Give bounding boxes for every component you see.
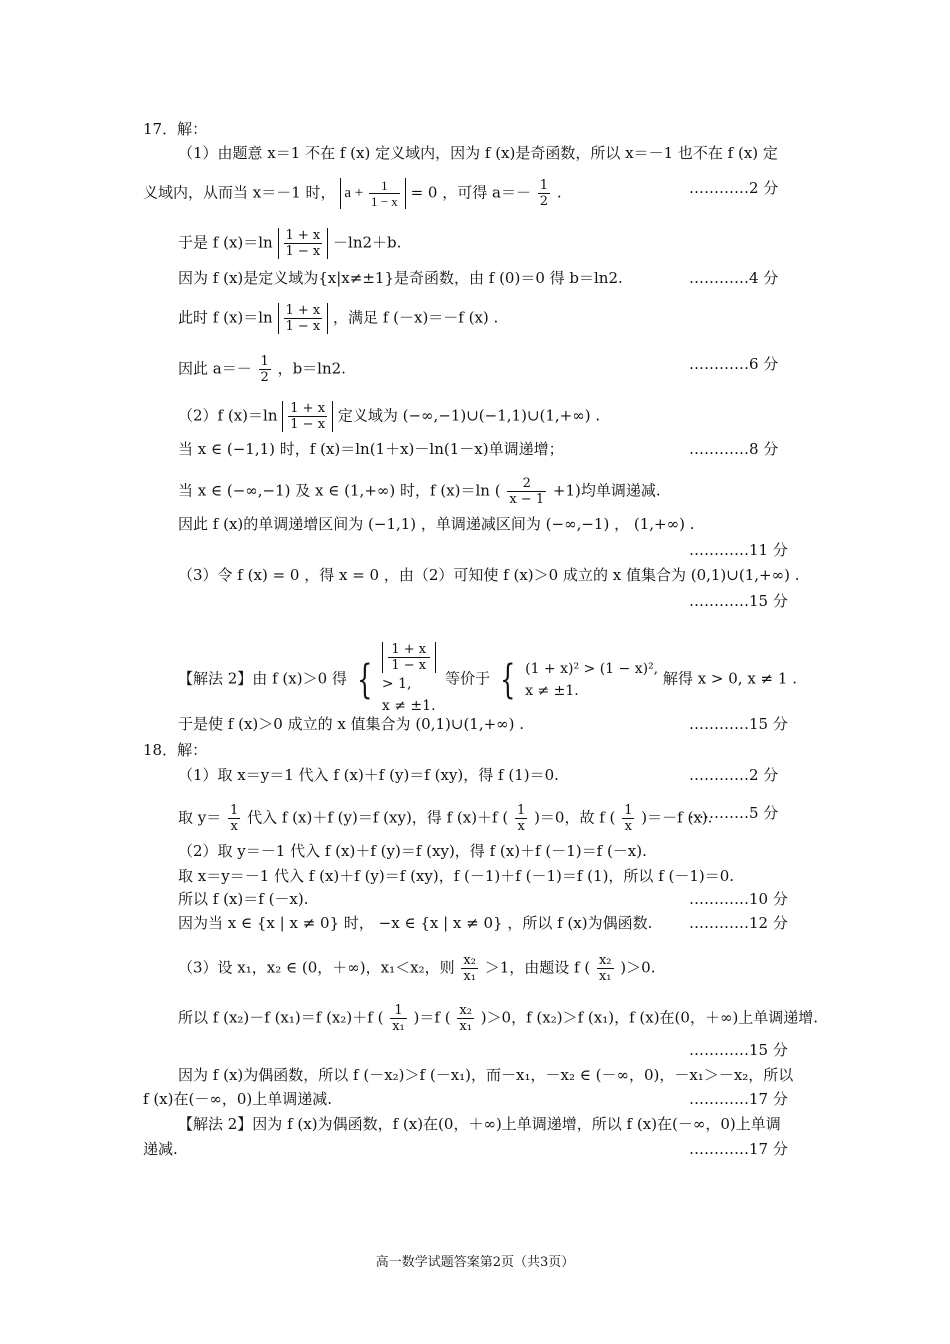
score-17a: …………17 分 (689, 1090, 788, 1108)
page-footer: 高一数学试题答案第2页（共3页） (375, 1255, 575, 1270)
p17-line-1: （1）由题意 x＝1 不在 f (x) 定义域内，因为 f (x)是奇函数，所以 x＝－1 也不在 f (x) 定 (178, 144, 778, 162)
p17-line-7: （2）f (x)＝ln $\frac{1 + x}{1 - x}$ 定义域为 (−∞,−1)∪(−1,1)∪(1,+∞) . (178, 401, 601, 432)
score-2b: …………2 分 (689, 766, 779, 784)
p17-line-2: 义域内，从而当 x＝－1 时， a + $\frac{1}{1 - x}$ = 0 ，可得 a＝－ $\frac{1}{2}$ . (143, 178, 562, 209)
p17-alt-method: 【解法 2】由 f (x)＞0 得 { 1 + x 1 − x > 1, x ≠ ±1. 等价于 { (1 + x)² > (1 − x)², x ≠ ±1. 解得 x > 0, x ≠ 1 . (178, 642, 797, 714)
score-6: …………6 分 (689, 355, 779, 373)
p18-line-7: （3）设 x₁，x₂ ∈ (0，＋∞)，x₁＜x₂，则 $\frac{\text{x₂}}{\text{x₁}}$ ＞1，由题设 f ( $\frac{\text{x₂}}{\text{x₁}}$ )＞0. (178, 953, 656, 984)
score-12: …………12 分 (689, 914, 788, 932)
abs-expression: a + $\frac{1}{1 - x}$ (340, 178, 405, 209)
p17-line-8: 当 x ∈ (−1,1) 时，f (x)＝ln(1＋x)－ln(1－x)单调递增； (178, 440, 564, 458)
score-11: …………11 分 (689, 541, 788, 559)
p17-line-5: 此时 f (x)＝ln $\frac{1 + x}{1 - x}$ ，满足 f (－x)＝－f (x) . (178, 303, 499, 334)
p18-line-4: 取 x＝y＝－1 代入 f (x)＋f (y)＝f (xy)，f (－1)＋f (－1)＝f (1)，所以 f (－1)＝0. (178, 867, 735, 885)
p18-line-2: 取 y＝ $\frac{1}{x}$ 代入 f (x)＋f (y)＝f (xy)，得 f (x)＋f ( $\frac{1}{x}$ )＝0，故 f ( $\frac{1}{x}$ )＝－f (x). (178, 803, 713, 834)
p18-line-3: （2）取 y＝－1 代入 f (x)＋f (y)＝f (xy)，得 f (x)＋f (－1)＝f (－x). (178, 842, 647, 860)
score-15a: …………15 分 (689, 592, 788, 610)
score-15c: …………15 分 (689, 1041, 788, 1059)
problem-18-heading: 18．解： (143, 741, 208, 759)
p17-line-10: 因此 f (x)的单调递增区间为 (−1,1) ，单调递减区间为 (−∞,−1) ， (1,+∞) . (178, 515, 695, 533)
p18-line-1: （1）取 x＝y＝1 代入 f (x)＋f (y)＝f (xy)，得 f (1)＝0. (178, 766, 559, 784)
score-10: …………10 分 (689, 890, 788, 908)
p18-line-6: 因为当 x ∈ {x | x ≠ 0} 时， −x ∈ {x | x ≠ 0} ，所以 f (x)为偶函数. (178, 914, 653, 932)
p17-line-11: （3）令 f (x) = 0 ，得 x = 0 ，由（2）可知使 f (x)＞0 成立的 x 值集合为 (0,1)∪(1,+∞) . (178, 566, 800, 584)
score-2: …………2 分 (689, 179, 779, 197)
p18-line-5: 所以 f (x)＝f (－x). (178, 890, 309, 908)
p18-line-12: 递减. (143, 1140, 178, 1158)
score-5: …………5 分 (689, 804, 779, 822)
score-15b: …………15 分 (689, 715, 788, 733)
score-17b: …………17 分 (689, 1140, 788, 1158)
score-4: …………4 分 (689, 269, 779, 287)
p18-line-8: 所以 f (x₂)－f (x₁)＝f (x₂)＋f ( $\frac{1}{\text{x₁}}$ )＝f ( $\frac{\text{x₂}}{\text{x₁}}$ )＞0，f (x₂)＞f (x₁)，f (x)在(0，＋∞)上单调递增. (178, 1003, 819, 1034)
p17-line-6: 因此 a＝－ $\frac{1}{2}$ ，b＝ln2. (178, 354, 346, 385)
p17-line-3: 于是 f (x)＝ln $\frac{1 + x}{1 - x}$ －ln2＋b. (178, 228, 402, 259)
score-8: …………8 分 (689, 440, 779, 458)
p17-line-9: 当 x ∈ (−∞,−1) 及 x ∈ (1,+∞) 时，f (x)＝ln ( $\frac{2}{x - 1}$ +1)均单调递减. (178, 476, 661, 507)
p18-line-11: 【解法 2】因为 f (x)为偶函数，f (x)在(0，＋∞)上单调递增，所以 f (x)在(－∞，0)上单调 (178, 1115, 781, 1133)
p17-line-4: 因为 f (x)是定义域为{x|x≠±1}是奇函数，由 f (0)＝0 得 b＝ln2. (178, 269, 623, 287)
p18-line-9: 因为 f (x)为偶函数，所以 f (－x₂)＞f (－x₁)，而－x₁，－x₂ ∈ (－∞，0)，－x₁＞－x₂，所以 (178, 1066, 794, 1084)
p17-line-13: 于是使 f (x)＞0 成立的 x 值集合为 (0,1)∪(1,+∞) . (178, 715, 525, 733)
problem-17-heading: 17．解： (143, 120, 208, 138)
p18-line-10: f (x)在(－∞，0)上单调递减. (143, 1090, 332, 1108)
